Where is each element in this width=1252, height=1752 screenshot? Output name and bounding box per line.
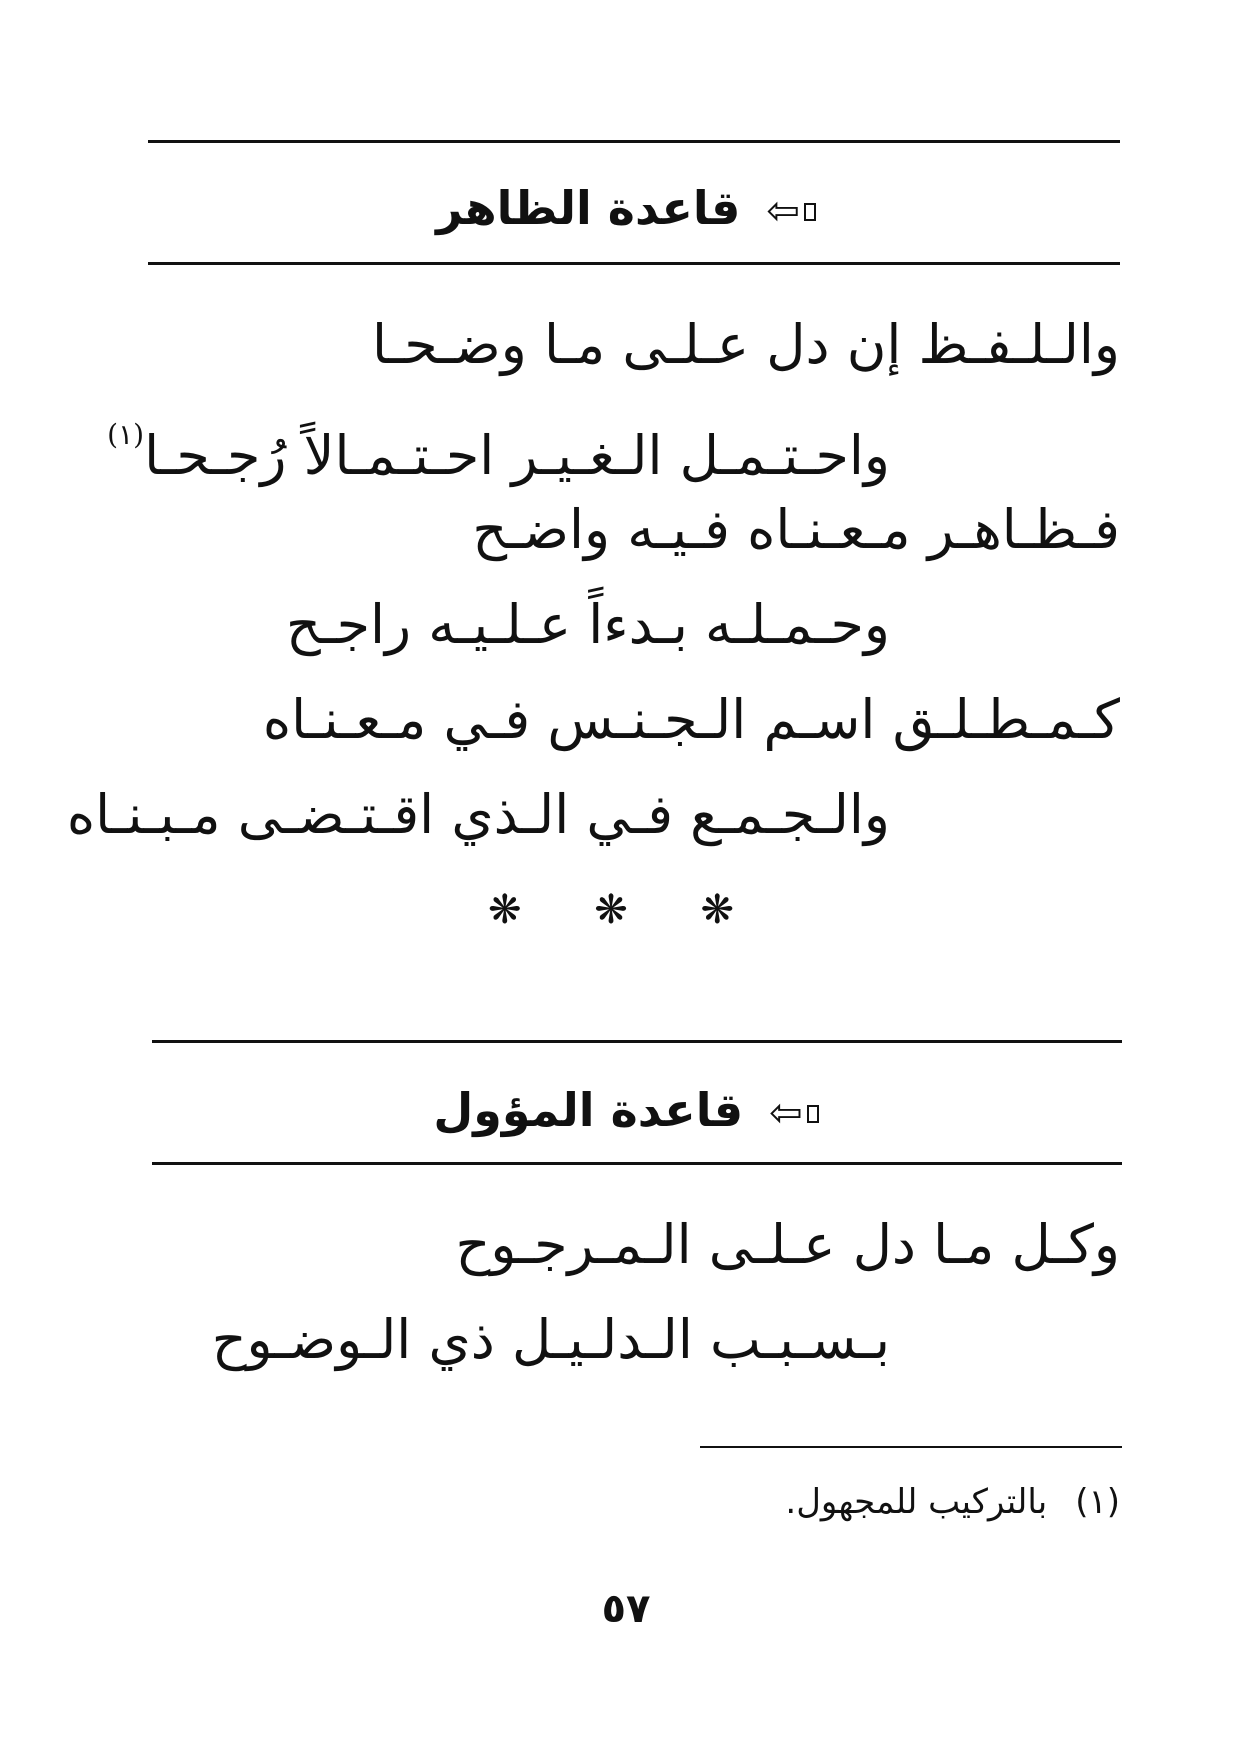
page-number: ٥٧ [601,1586,651,1632]
footnote-marker: (١) [1075,1482,1120,1522]
square-icon [804,203,816,221]
heading-bottom-rule [152,1162,1122,1165]
verse-line [107,400,890,491]
heading-bottom-rule [148,262,1120,265]
section-heading-muawwal [0,1080,1252,1143]
square-icon [807,1105,819,1123]
verse-line: والـجـمـع فـي الـذي اقـتـضـى مـبـنـاه [66,783,890,846]
section-title: قاعدة المؤول [433,1083,744,1137]
verse-line: وحـمـلـه بـدءاً عـلـيـه راجـح [286,593,890,656]
heading-top-rule [148,140,1120,143]
section-title: قاعدة الظاهر [436,181,741,235]
arrow-left-icon: ⇦ [769,1090,803,1136]
verse-line: بـسـبـب الـدلـيـل ذي الـوضـوح [211,1308,890,1371]
verse-text: واحـتـمـل الـغـيـر احـتـمـالاً رُجـحـا [144,424,890,487]
footnote-reference: (١) [107,418,145,451]
arrow-left-icon: ⇦ [766,188,800,234]
verse-line: والـلـفـظ إن دل عـلـى مـا وضـحـا [371,313,1120,376]
section-heading-zahir [0,178,1252,241]
footnote [785,1478,1120,1526]
footnote-rule [700,1446,1122,1448]
heading-top-rule [152,1040,1122,1043]
verse-line: كـمـطـلـق اسـم الـجـنـس فـي مـعـنـاه [262,688,1120,751]
verse-line: فـظـاهـر مـعـنـاه فـيـه واضـح [472,498,1120,561]
section-separator: ❋ ❋ ❋ [488,887,764,933]
footnote-text: بالتركيب للمجهول. [785,1482,1048,1522]
verse-line: وكـل مـا دل عـلـى الـمـرجـوح [455,1213,1120,1276]
